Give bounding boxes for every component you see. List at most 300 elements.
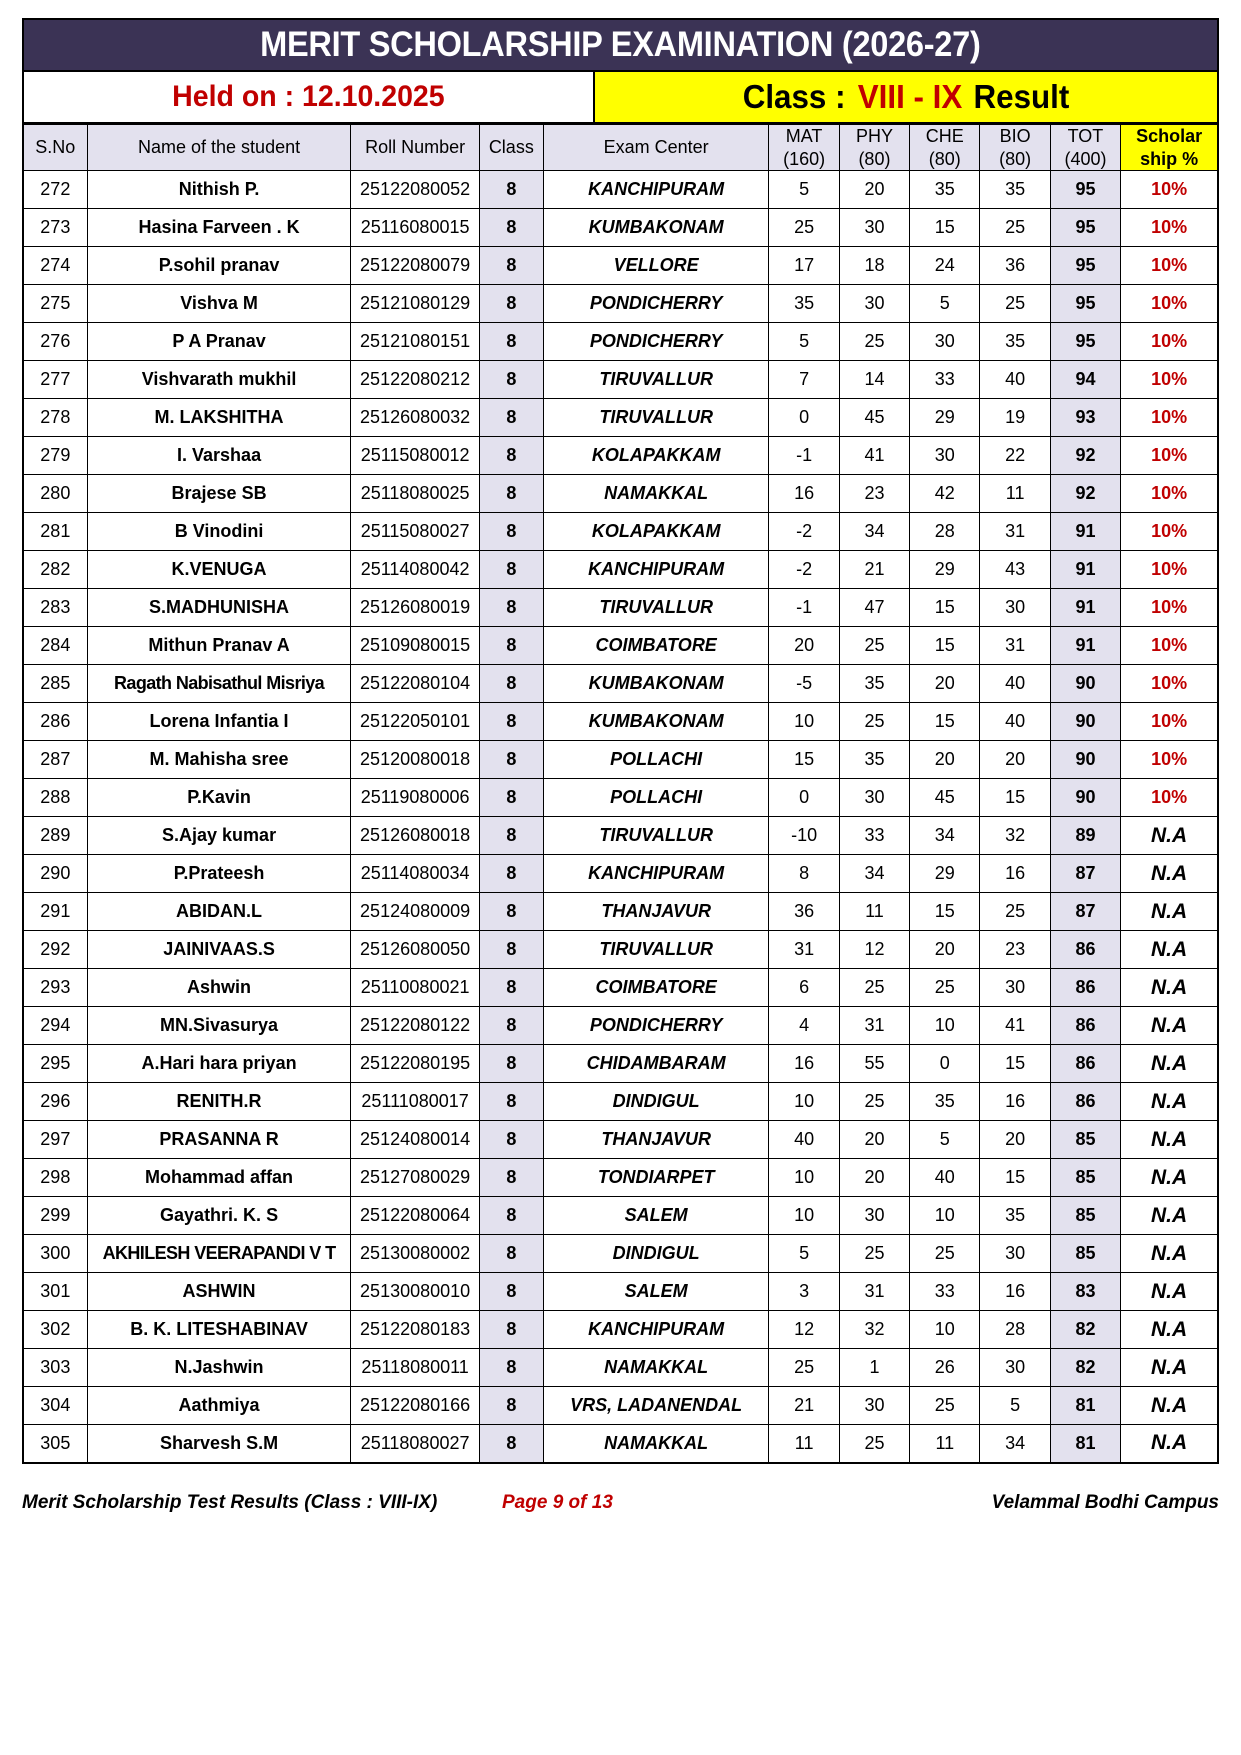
cell-total-score: 93 [1050, 399, 1120, 437]
cell-student-name: ABIDAN.L [87, 893, 351, 931]
footer-page-number: Page 9 of 13 [502, 1491, 613, 1513]
cell-mat-score: 0 [769, 779, 839, 817]
cell-student-name: Vishvarath mukhil [87, 361, 351, 399]
cell-phy-score: 30 [839, 1197, 909, 1235]
cell-bio-score: 5 [980, 1387, 1050, 1425]
cell-scholarship: N.A [1121, 1197, 1218, 1235]
cell-total-score: 85 [1050, 1159, 1120, 1197]
cell-sno: 299 [23, 1197, 87, 1235]
cell-roll-number: 25109080015 [351, 627, 479, 665]
table-row [23, 1007, 1218, 1045]
cell-class: 8 [479, 665, 543, 703]
cell-scholarship: N.A [1121, 1007, 1218, 1045]
table-row [23, 323, 1218, 361]
cell-roll-number: 25122080122 [351, 1007, 479, 1045]
cell-phy-score: 25 [839, 1235, 909, 1273]
cell-che-score: 10 [910, 1311, 980, 1349]
cell-scholarship: 10% [1121, 551, 1218, 589]
cell-bio-score: 32 [980, 817, 1050, 855]
cell-bio-score: 35 [980, 1197, 1050, 1235]
cell-class: 8 [479, 703, 543, 741]
cell-scholarship: 10% [1121, 589, 1218, 627]
cell-class: 8 [479, 209, 543, 247]
cell-roll-number: 25116080015 [351, 209, 479, 247]
cell-class: 8 [479, 1197, 543, 1235]
table-row [23, 1311, 1218, 1349]
cell-student-name: P.Prateesh [87, 855, 351, 893]
table-row [23, 1387, 1218, 1425]
cell-scholarship: 10% [1121, 437, 1218, 475]
cell-che-score: 24 [910, 247, 980, 285]
cell-sno: 283 [23, 589, 87, 627]
cell-che-score: 15 [910, 209, 980, 247]
cell-total-score: 94 [1050, 361, 1120, 399]
cell-total-score: 95 [1050, 247, 1120, 285]
cell-class: 8 [479, 931, 543, 969]
cell-student-name: Sharvesh S.M [87, 1425, 351, 1463]
cell-bio-score: 40 [980, 665, 1050, 703]
cell-phy-score: 30 [839, 779, 909, 817]
cell-mat-score: 35 [769, 285, 839, 323]
cell-che-score: 35 [910, 171, 980, 209]
cell-bio-score: 15 [980, 1159, 1050, 1197]
cell-roll-number: 25122080079 [351, 247, 479, 285]
cell-bio-score: 40 [980, 703, 1050, 741]
cell-exam-center: THANJAVUR [543, 1121, 769, 1159]
cell-student-name: M. LAKSHITHA [87, 399, 351, 437]
cell-scholarship: N.A [1121, 893, 1218, 931]
cell-exam-center: TIRUVALLUR [543, 399, 769, 437]
cell-exam-center: TIRUVALLUR [543, 589, 769, 627]
cell-bio-score: 22 [980, 437, 1050, 475]
cell-exam-center: POLLACHI [543, 779, 769, 817]
table-row [23, 1083, 1218, 1121]
cell-che-score: 15 [910, 589, 980, 627]
cell-scholarship: 10% [1121, 171, 1218, 209]
cell-roll-number: 25130080010 [351, 1273, 479, 1311]
table-row [23, 665, 1218, 703]
cell-student-name: Hasina Farveen . K [87, 209, 351, 247]
cell-che-score: 34 [910, 817, 980, 855]
cell-total-score: 86 [1050, 1083, 1120, 1121]
cell-phy-score: 31 [839, 1273, 909, 1311]
table-row [23, 931, 1218, 969]
cell-student-name: P A Pranav [87, 323, 351, 361]
cell-che-score: 25 [910, 1387, 980, 1425]
cell-mat-score: 16 [769, 1045, 839, 1083]
cell-phy-score: 25 [839, 323, 909, 361]
cell-roll-number: 25122080212 [351, 361, 479, 399]
exam-title-banner [22, 18, 1219, 72]
cell-phy-score: 11 [839, 893, 909, 931]
cell-total-score: 92 [1050, 437, 1120, 475]
cell-student-name: Vishva M [87, 285, 351, 323]
cell-bio-score: 23 [980, 931, 1050, 969]
table-row [23, 893, 1218, 931]
cell-bio-score: 30 [980, 589, 1050, 627]
cell-roll-number: 25126080019 [351, 589, 479, 627]
cell-exam-center: KUMBAKONAM [543, 209, 769, 247]
cell-che-score: 15 [910, 893, 980, 931]
cell-student-name: P.Kavin [87, 779, 351, 817]
cell-total-score: 85 [1050, 1235, 1120, 1273]
cell-total-score: 95 [1050, 323, 1120, 361]
table-row [23, 171, 1218, 209]
cell-bio-score: 31 [980, 513, 1050, 551]
cell-phy-score: 1 [839, 1349, 909, 1387]
cell-student-name: RENITH.R [87, 1083, 351, 1121]
cell-total-score: 87 [1050, 855, 1120, 893]
cell-phy-score: 33 [839, 817, 909, 855]
cell-exam-center: VRS, LADANENDAL [543, 1387, 769, 1425]
cell-total-score: 95 [1050, 171, 1120, 209]
cell-sno: 300 [23, 1235, 87, 1273]
cell-phy-score: 47 [839, 589, 909, 627]
cell-bio-score: 16 [980, 1083, 1050, 1121]
cell-sno: 286 [23, 703, 87, 741]
cell-exam-center: SALEM [543, 1273, 769, 1311]
cell-scholarship: 10% [1121, 779, 1218, 817]
cell-scholarship: N.A [1121, 1235, 1218, 1273]
cell-mat-score: 6 [769, 969, 839, 1007]
cell-mat-score: 17 [769, 247, 839, 285]
cell-sno: 285 [23, 665, 87, 703]
cell-scholarship: N.A [1121, 1273, 1218, 1311]
cell-phy-score: 30 [839, 1387, 909, 1425]
cell-mat-score: 7 [769, 361, 839, 399]
cell-class: 8 [479, 817, 543, 855]
cell-phy-score: 12 [839, 931, 909, 969]
cell-che-score: 11 [910, 1425, 980, 1463]
col-header-mat: MAT (160) [769, 125, 839, 171]
cell-roll-number: 25126080050 [351, 931, 479, 969]
cell-roll-number: 25126080018 [351, 817, 479, 855]
cell-mat-score: -5 [769, 665, 839, 703]
cell-exam-center: COIMBATORE [543, 627, 769, 665]
cell-student-name: MN.Sivasurya [87, 1007, 351, 1045]
cell-phy-score: 21 [839, 551, 909, 589]
col-header-tot: TOT (400) [1050, 125, 1120, 171]
cell-student-name: PRASANNA R [87, 1121, 351, 1159]
cell-roll-number: 25110080021 [351, 969, 479, 1007]
cell-sno: 291 [23, 893, 87, 931]
cell-sno: 277 [23, 361, 87, 399]
table-row [23, 779, 1218, 817]
cell-student-name: B Vinodini [87, 513, 351, 551]
table-header-row [23, 125, 1218, 171]
cell-che-score: 5 [910, 1121, 980, 1159]
cell-exam-center: TONDIARPET [543, 1159, 769, 1197]
cell-exam-center: VELLORE [543, 247, 769, 285]
cell-exam-center: CHIDAMBARAM [543, 1045, 769, 1083]
cell-roll-number: 25111080017 [351, 1083, 479, 1121]
cell-exam-center: POLLACHI [543, 741, 769, 779]
cell-total-score: 95 [1050, 285, 1120, 323]
cell-class: 8 [479, 1425, 543, 1463]
cell-roll-number: 25130080002 [351, 1235, 479, 1273]
cell-total-score: 83 [1050, 1273, 1120, 1311]
cell-student-name: A.Hari hara priyan [87, 1045, 351, 1083]
table-row [23, 969, 1218, 1007]
cell-student-name: Ashwin [87, 969, 351, 1007]
cell-exam-center: DINDIGUL [543, 1083, 769, 1121]
cell-mat-score: 16 [769, 475, 839, 513]
table-row [23, 1045, 1218, 1083]
results-table [22, 124, 1219, 1464]
cell-exam-center: PONDICHERRY [543, 323, 769, 361]
cell-scholarship: N.A [1121, 1159, 1218, 1197]
cell-sno: 280 [23, 475, 87, 513]
cell-che-score: 10 [910, 1197, 980, 1235]
cell-bio-score: 30 [980, 969, 1050, 1007]
cell-che-score: 20 [910, 665, 980, 703]
cell-roll-number: 25119080006 [351, 779, 479, 817]
held-on-cell [24, 72, 595, 122]
table-row [23, 361, 1218, 399]
cell-mat-score: -2 [769, 551, 839, 589]
cell-phy-score: 35 [839, 741, 909, 779]
cell-sno: 305 [23, 1425, 87, 1463]
cell-bio-score: 36 [980, 247, 1050, 285]
cell-student-name: AKHILESH VEERAPANDI V T [87, 1235, 351, 1273]
table-row [23, 1349, 1218, 1387]
cell-sno: 281 [23, 513, 87, 551]
cell-che-score: 5 [910, 285, 980, 323]
cell-class: 8 [479, 247, 543, 285]
cell-che-score: 30 [910, 437, 980, 475]
cell-sno: 276 [23, 323, 87, 361]
cell-bio-score: 16 [980, 1273, 1050, 1311]
cell-roll-number: 25122080195 [351, 1045, 479, 1083]
cell-scholarship: 10% [1121, 209, 1218, 247]
cell-scholarship: 10% [1121, 361, 1218, 399]
cell-scholarship: N.A [1121, 817, 1218, 855]
cell-mat-score: 12 [769, 1311, 839, 1349]
held-on-text: Held on : 12.10.2025 [172, 80, 445, 113]
table-row [23, 1197, 1218, 1235]
cell-mat-score: 31 [769, 931, 839, 969]
cell-student-name: S.MADHUNISHA [87, 589, 351, 627]
cell-roll-number: 25115080027 [351, 513, 479, 551]
cell-class: 8 [479, 1159, 543, 1197]
cell-scholarship: 10% [1121, 703, 1218, 741]
cell-scholarship: 10% [1121, 665, 1218, 703]
cell-phy-score: 20 [839, 1121, 909, 1159]
cell-bio-score: 25 [980, 209, 1050, 247]
cell-class: 8 [479, 1387, 543, 1425]
col-header-class: Class [479, 125, 543, 171]
cell-phy-score: 25 [839, 1083, 909, 1121]
cell-phy-score: 41 [839, 437, 909, 475]
cell-scholarship: N.A [1121, 969, 1218, 1007]
cell-roll-number: 25122080166 [351, 1387, 479, 1425]
cell-total-score: 91 [1050, 551, 1120, 589]
cell-sno: 292 [23, 931, 87, 969]
cell-bio-score: 20 [980, 741, 1050, 779]
results-table-body [23, 171, 1218, 1463]
cell-exam-center: NAMAKKAL [543, 1425, 769, 1463]
cell-mat-score: 20 [769, 627, 839, 665]
cell-class: 8 [479, 1121, 543, 1159]
cell-bio-score: 41 [980, 1007, 1050, 1045]
cell-total-score: 90 [1050, 741, 1120, 779]
cell-class: 8 [479, 1311, 543, 1349]
cell-exam-center: THANJAVUR [543, 893, 769, 931]
cell-total-score: 89 [1050, 817, 1120, 855]
cell-sno: 274 [23, 247, 87, 285]
table-row [23, 437, 1218, 475]
cell-student-name: Mithun Pranav A [87, 627, 351, 665]
cell-scholarship: 10% [1121, 741, 1218, 779]
cell-phy-score: 20 [839, 1159, 909, 1197]
col-header-bio: BIO (80) [980, 125, 1050, 171]
cell-bio-score: 34 [980, 1425, 1050, 1463]
cell-exam-center: PONDICHERRY [543, 285, 769, 323]
cell-scholarship: 10% [1121, 285, 1218, 323]
cell-class: 8 [479, 323, 543, 361]
cell-scholarship: 10% [1121, 323, 1218, 361]
cell-exam-center: TIRUVALLUR [543, 361, 769, 399]
cell-student-name: Brajese SB [87, 475, 351, 513]
cell-sno: 304 [23, 1387, 87, 1425]
cell-roll-number: 25126080032 [351, 399, 479, 437]
cell-sno: 298 [23, 1159, 87, 1197]
cell-phy-score: 18 [839, 247, 909, 285]
cell-sno: 290 [23, 855, 87, 893]
cell-phy-score: 25 [839, 969, 909, 1007]
cell-class: 8 [479, 475, 543, 513]
cell-mat-score: 5 [769, 1235, 839, 1273]
cell-che-score: 15 [910, 703, 980, 741]
cell-phy-score: 55 [839, 1045, 909, 1083]
cell-sno: 294 [23, 1007, 87, 1045]
cell-mat-score: 10 [769, 703, 839, 741]
cell-total-score: 81 [1050, 1387, 1120, 1425]
cell-mat-score: 36 [769, 893, 839, 931]
cell-che-score: 45 [910, 779, 980, 817]
cell-che-score: 15 [910, 627, 980, 665]
cell-total-score: 86 [1050, 1007, 1120, 1045]
cell-class: 8 [479, 589, 543, 627]
cell-phy-score: 32 [839, 1311, 909, 1349]
cell-mat-score: 21 [769, 1387, 839, 1425]
cell-scholarship: N.A [1121, 931, 1218, 969]
class-value-text: VIII - IX [857, 78, 962, 115]
cell-total-score: 82 [1050, 1311, 1120, 1349]
cell-mat-score: 10 [769, 1197, 839, 1235]
cell-phy-score: 23 [839, 475, 909, 513]
cell-che-score: 35 [910, 1083, 980, 1121]
cell-exam-center: KANCHIPURAM [543, 855, 769, 893]
cell-che-score: 10 [910, 1007, 980, 1045]
cell-exam-center: KOLAPAKKAM [543, 437, 769, 475]
cell-mat-score: 3 [769, 1273, 839, 1311]
cell-class: 8 [479, 1349, 543, 1387]
table-row [23, 399, 1218, 437]
cell-total-score: 95 [1050, 209, 1120, 247]
cell-sno: 275 [23, 285, 87, 323]
table-row [23, 741, 1218, 779]
cell-sno: 287 [23, 741, 87, 779]
cell-total-score: 90 [1050, 779, 1120, 817]
cell-che-score: 30 [910, 323, 980, 361]
table-row [23, 1235, 1218, 1273]
table-row [23, 1273, 1218, 1311]
cell-class: 8 [479, 779, 543, 817]
cell-student-name: Mohammad affan [87, 1159, 351, 1197]
cell-scholarship: N.A [1121, 1083, 1218, 1121]
cell-sno: 279 [23, 437, 87, 475]
cell-mat-score: -2 [769, 513, 839, 551]
cell-student-name: I. Varshaa [87, 437, 351, 475]
cell-student-name: ASHWIN [87, 1273, 351, 1311]
cell-roll-number: 25115080012 [351, 437, 479, 475]
page-footer [22, 1492, 1219, 1514]
cell-che-score: 20 [910, 931, 980, 969]
cell-exam-center: KUMBAKONAM [543, 665, 769, 703]
cell-mat-score: 10 [769, 1159, 839, 1197]
cell-bio-score: 25 [980, 285, 1050, 323]
table-row [23, 855, 1218, 893]
col-header-name: Name of the student [87, 125, 351, 171]
cell-total-score: 91 [1050, 513, 1120, 551]
cell-scholarship: 10% [1121, 513, 1218, 551]
cell-che-score: 25 [910, 1235, 980, 1273]
cell-class: 8 [479, 1235, 543, 1273]
cell-mat-score: 8 [769, 855, 839, 893]
cell-sno: 282 [23, 551, 87, 589]
cell-scholarship: N.A [1121, 855, 1218, 893]
cell-che-score: 42 [910, 475, 980, 513]
cell-che-score: 20 [910, 741, 980, 779]
cell-total-score: 87 [1050, 893, 1120, 931]
cell-class: 8 [479, 361, 543, 399]
cell-student-name: S.Ajay kumar [87, 817, 351, 855]
cell-scholarship: N.A [1121, 1425, 1218, 1463]
cell-mat-score: 5 [769, 323, 839, 361]
cell-che-score: 29 [910, 551, 980, 589]
cell-student-name: B. K. LITESHABINAV [87, 1311, 351, 1349]
cell-roll-number: 25118080011 [351, 1349, 479, 1387]
cell-total-score: 91 [1050, 589, 1120, 627]
cell-class: 8 [479, 627, 543, 665]
cell-sno: 301 [23, 1273, 87, 1311]
cell-roll-number: 25118080025 [351, 475, 479, 513]
class-prefix-text: Class : [743, 78, 846, 115]
cell-student-name: JAINIVAAS.S [87, 931, 351, 969]
cell-roll-number: 25124080014 [351, 1121, 479, 1159]
cell-phy-score: 34 [839, 855, 909, 893]
col-header-che: CHE (80) [910, 125, 980, 171]
cell-roll-number: 25121080129 [351, 285, 479, 323]
cell-class: 8 [479, 1045, 543, 1083]
cell-bio-score: 35 [980, 323, 1050, 361]
cell-mat-score: 25 [769, 209, 839, 247]
cell-scholarship: 10% [1121, 247, 1218, 285]
cell-class: 8 [479, 171, 543, 209]
cell-scholarship: N.A [1121, 1311, 1218, 1349]
cell-bio-score: 28 [980, 1311, 1050, 1349]
table-row [23, 475, 1218, 513]
table-row [23, 817, 1218, 855]
col-header-scholarship: Scholar ship % [1121, 125, 1218, 171]
cell-phy-score: 45 [839, 399, 909, 437]
cell-roll-number: 25122080104 [351, 665, 479, 703]
cell-scholarship: 10% [1121, 627, 1218, 665]
table-row [23, 627, 1218, 665]
cell-bio-score: 15 [980, 1045, 1050, 1083]
cell-sno: 302 [23, 1311, 87, 1349]
